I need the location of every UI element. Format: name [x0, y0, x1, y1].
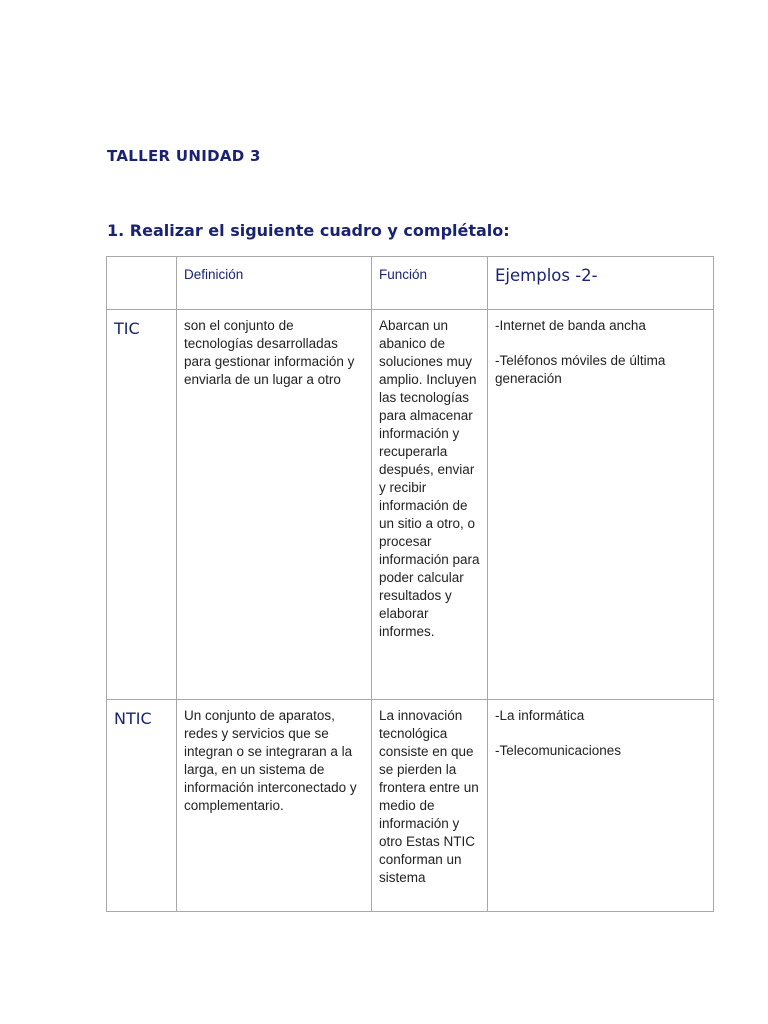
table-row	[107, 700, 714, 912]
cell-ejemplos-ntic	[488, 700, 714, 912]
example-item: -Teléfonos móviles de última generación	[495, 353, 666, 386]
table-header-row	[107, 257, 714, 310]
header-cell-ejemplos: Ejemplos -2-	[488, 257, 714, 310]
cell-definicion-tic: son el conjunto de tecnologías desarrolladas para gestionar información y enviarla de un lugar a otro	[177, 310, 372, 700]
header-cell-empty	[107, 257, 177, 310]
example-item: -Internet de banda ancha	[495, 318, 646, 333]
document-title: TALLER UNIDAD 3	[107, 147, 261, 165]
example-item: -Telecomunicaciones	[495, 743, 622, 758]
cell-definicion-ntic: Un conjunto de aparatos, redes y servicios que se integran o se integraran a la larga, en un sistema de información interconectado y complementario.	[177, 700, 372, 912]
table-row	[107, 310, 714, 700]
comparison-table	[106, 256, 714, 912]
cell-funcion-ntic: La innovación tecnológica consiste en que se pierden la frontera entre un medio de información y otro Estas NTIC conforman un sistema	[372, 700, 488, 912]
header-cell-definicion: Definición	[177, 257, 372, 310]
row-term-tic: TIC	[107, 310, 177, 700]
cell-ejemplos-tic	[488, 310, 714, 700]
header-cell-funcion: Función	[372, 257, 488, 310]
row-term-ntic: NTIC	[107, 700, 177, 912]
cell-funcion-tic: Abarcan un abanico de soluciones muy amplio. Incluyen las tecnologías para almacenar información y recuperarla después, enviar y recibir información de un sitio a otro, o procesar información para poder calcular resultados y elaborar informes.	[372, 310, 488, 700]
example-item: -La informática	[495, 708, 585, 723]
document-subtitle: 1. Realizar el siguiente cuadro y complétalo:	[107, 221, 510, 240]
